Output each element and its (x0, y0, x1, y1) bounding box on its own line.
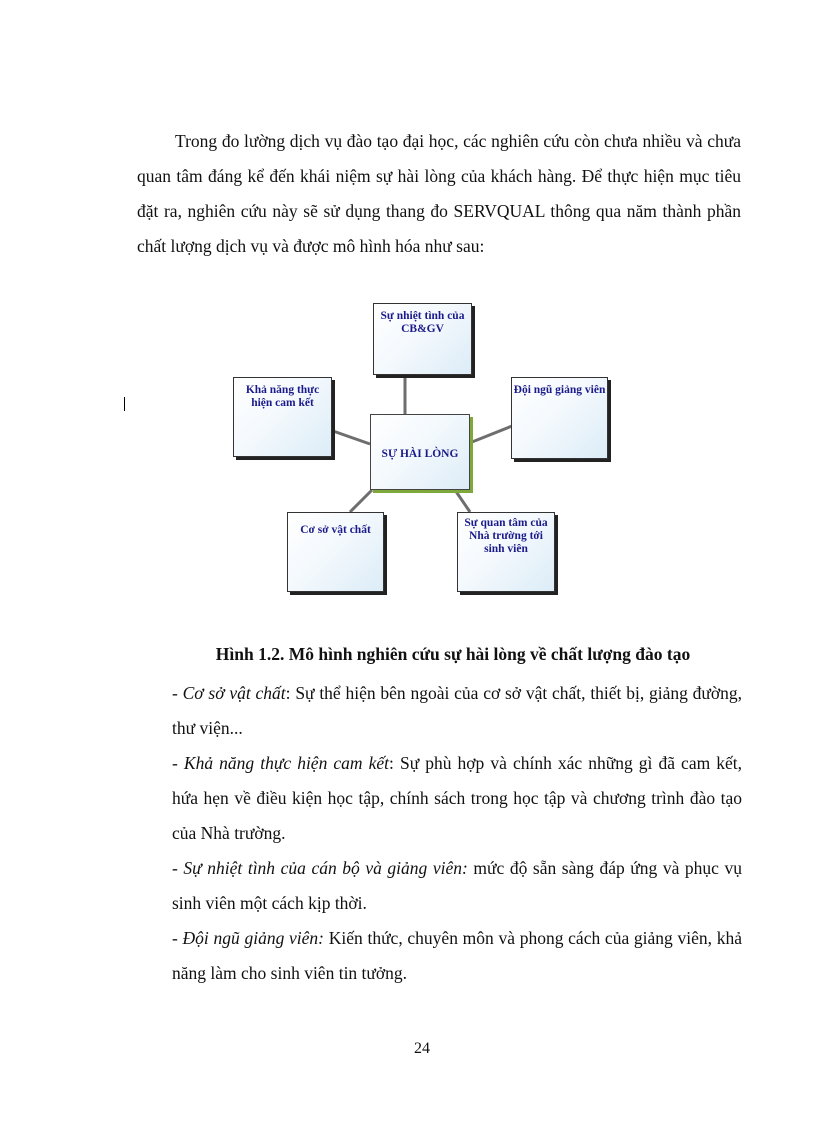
definition-item: - Đội ngũ giảng viên: Kiến thức, chuyên môn và phong cách của giảng viên, khả năng làm cho sinh viên tin tưởng. (172, 928, 742, 983)
figure-caption: Hình 1.2. Mô hình nghiên cứu sự hài lòng về chất lượng đào tạo (215, 644, 691, 664)
definition-item: - Cơ sở vật chất: Sự thể hiện bên ngoài của cơ sở vật chất, thiết bị, giảng đường, thư viện... (172, 683, 743, 738)
definition-text: Kiến thức, chuyên môn và phong cách của giảng viên, khả năng làm cho sinh viên tin tưởng. (172, 928, 742, 983)
diagram-node-left (233, 377, 332, 457)
diagram-node-top-label: Sự nhiệt tình của CB&GV (380, 310, 465, 335)
diagram-node-top (373, 303, 472, 375)
definition-text: Sự phù hợp và chính xác những gì đã cam kết, hứa hẹn về điều kiện học tập, chính sách trong học tập và chương trình đào tạo của Nhà trường. (172, 753, 743, 843)
definition-separator: : (285, 683, 291, 703)
definition-term: Khả năng thực hiện cam kết (183, 753, 390, 773)
diagram-node-center (370, 414, 470, 490)
diagram-node-right-label: Đội ngũ giảng viên (513, 384, 606, 396)
definition-term: Sự nhiệt tình của cán bộ và giảng viên: (183, 858, 468, 878)
definition-term: Cơ sở vật chất (182, 683, 286, 703)
definition-list (172, 676, 742, 991)
definition-item: - Khả năng thực hiện cam kết: Sự phù hợp và chính xác những gì đã cam kết, hứa hẹn về điều kiện học tập, chính sách trong học tập và chương trình đào tạo của Nhà trường. (172, 753, 743, 843)
diagram-node-bottom-left (287, 512, 384, 592)
diagram-node-right (511, 377, 608, 459)
diagram-node-bottom-left-label: Cơ sở vật chất (300, 524, 371, 536)
definition-text: mức độ sẵn sàng đáp ứng và phục vụ sinh viên một cách kịp thời. (172, 858, 743, 913)
diagram-node-bottom-right (457, 512, 555, 592)
page-number: 24 (414, 1040, 430, 1057)
definition-item: - Sự nhiệt tình của cán bộ và giảng viên: mức độ sẵn sàng đáp ứng và phục vụ sinh viên một cách kịp thời. (172, 858, 743, 913)
definition-text: Sự thể hiện bên ngoài của cơ sở vật chất, thiết bị, giảng đường, thư viện... (172, 683, 743, 738)
diagram-node-bottom-right-label: Sự quan tâm của Nhà trường tới sinh viên (464, 517, 548, 555)
definition-separator: : (389, 753, 394, 773)
definition-term: Đội ngũ giảng viên: (182, 928, 325, 948)
intro-paragraph: Trong đo lường dịch vụ đào tạo đại học, các nghiên cứu còn chưa nhiều và chưa quan tâm đáng kể đến khái niệm sự hài lòng của khách hàng. Để thực hiện mục tiêu đặt ra, nghiên cứu này sẽ sử dụng thang đo SERVQUAL thông qua năm thành phần chất lượng dịch vụ và được mô hình hóa như sau: (137, 131, 741, 256)
diagram-node-left-label: Khả năng thực hiện cam kết (245, 384, 320, 409)
diagram-node-center-label: SỰ HÀI LÒNG (381, 448, 459, 460)
